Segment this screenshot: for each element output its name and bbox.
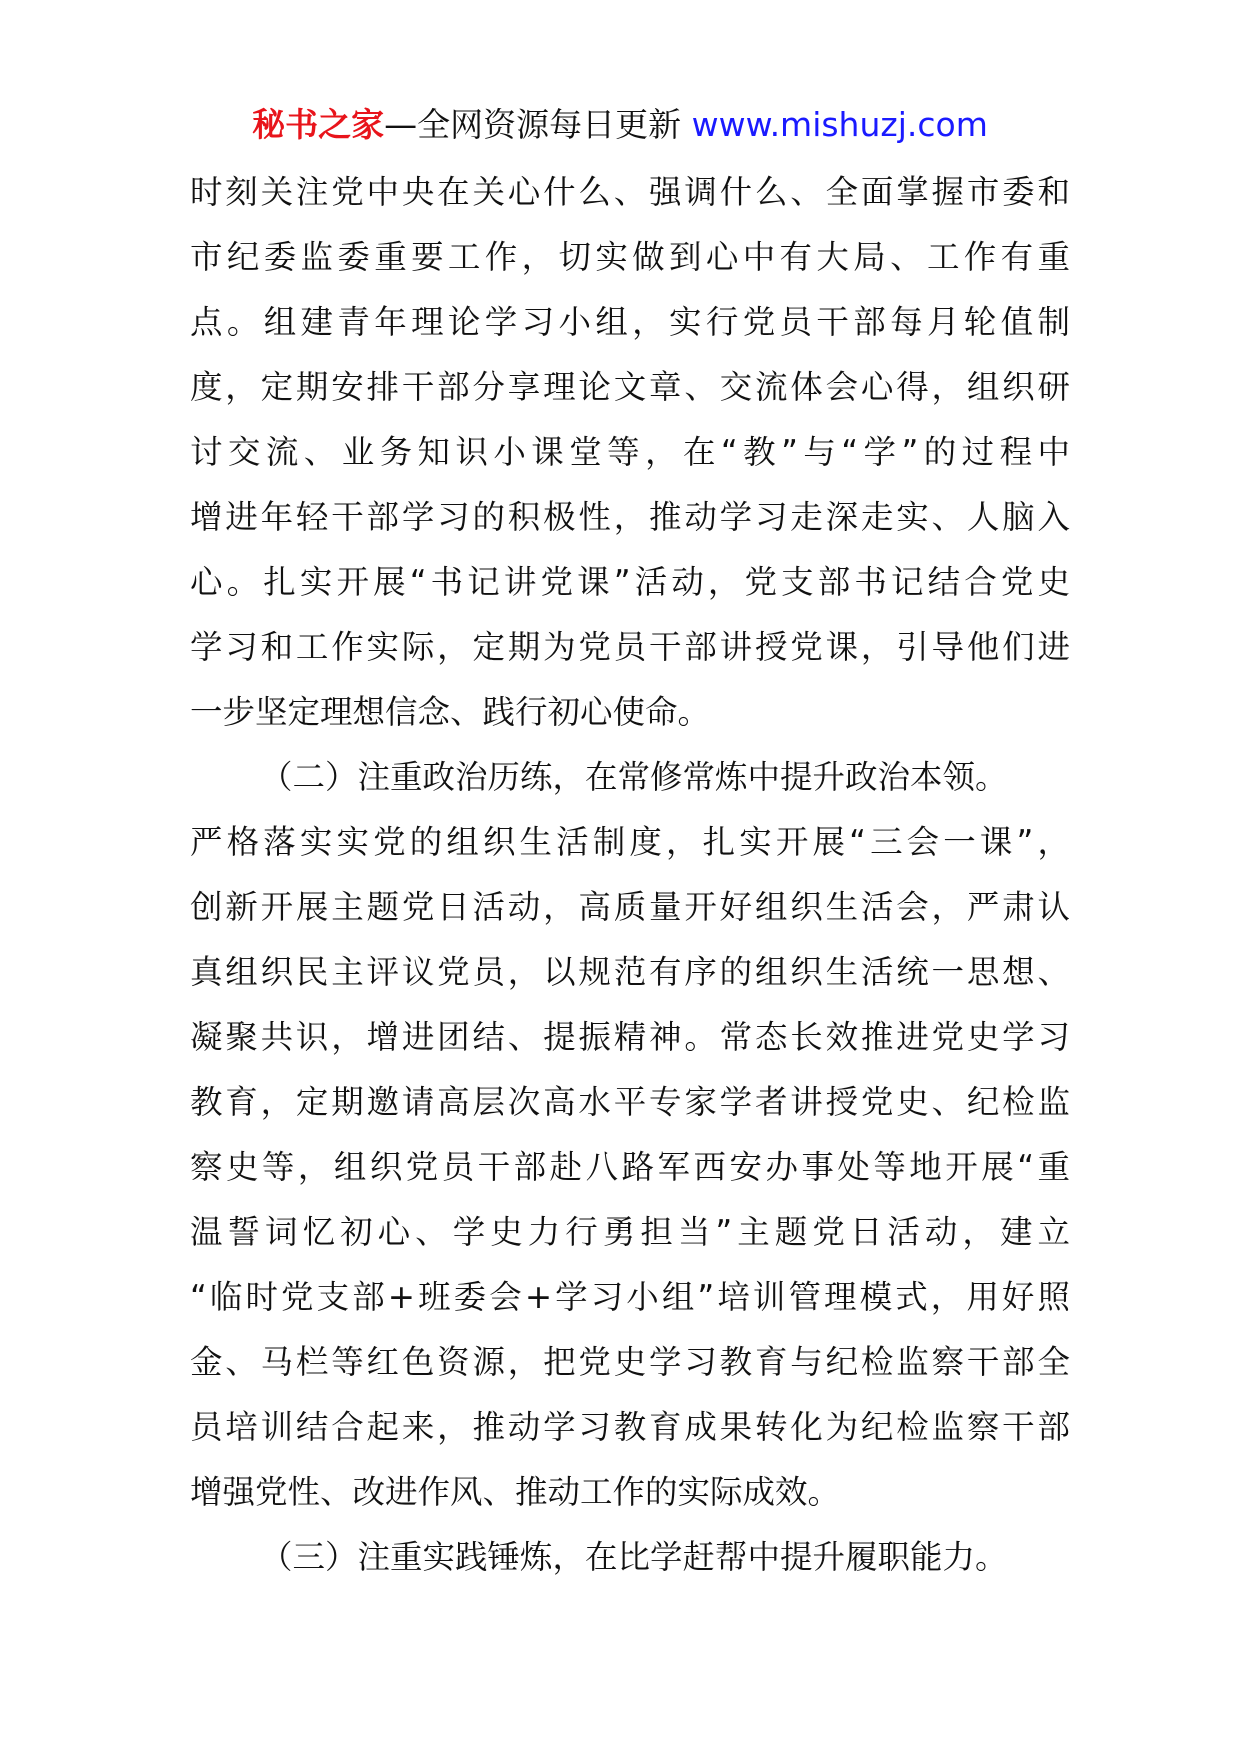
text-line: 讨交流、业务知识小课堂等，在“教”与“学”的过程中 bbox=[190, 433, 1070, 471]
text-line: 察史等，组织党员干部赴八路军西安办事处等地开展“重 bbox=[190, 1148, 1070, 1186]
text-line: 学习和工作实际，定期为党员干部讲授党课，引导他们进 bbox=[190, 628, 1070, 666]
text-line: 严格落实实党的组织生活制度，扎实开展“三会一课”， bbox=[190, 823, 1070, 861]
text-line: 点。组建青年理论学习小组，实行党员干部每月轮值制 bbox=[190, 303, 1070, 341]
section-heading-3: （三）注重实践锤炼，在比学赶帮中提升履职能力。 bbox=[260, 1538, 1008, 1576]
section-heading-2: （二）注重政治历练，在常修常炼中提升政治本领。 bbox=[260, 758, 1008, 796]
text-line: 时刻关注党中央在关心什么、强调什么、全面掌握市委和 bbox=[190, 173, 1070, 211]
text-line: 创新开展主题党日活动，高质量开好组织生活会，严肃认 bbox=[190, 888, 1070, 926]
document-body bbox=[190, 160, 1070, 1590]
text-line: 度，定期安排干部分享理论文章、交流体会心得，组织研 bbox=[190, 368, 1070, 406]
text-line: “临时党支部+班委会+学习小组”培训管理模式，用好照 bbox=[190, 1278, 1070, 1316]
text-line: 凝聚共识，增进团结、提振精神。常态长效推进党史学习 bbox=[190, 1018, 1070, 1056]
text-line: 教育，定期邀请高层次高水平专家学者讲授党史、纪检监 bbox=[190, 1083, 1070, 1121]
site-url-link[interactable]: www.mishuzj.com bbox=[691, 105, 988, 144]
text-line: 温誓词忆初心、学史力行勇担当”主题党日活动，建立 bbox=[190, 1213, 1070, 1251]
text-line: 心。扎实开展“书记讲党课”活动，党支部书记结合党史 bbox=[190, 563, 1070, 601]
site-header bbox=[0, 100, 1240, 150]
site-slogan: —全网资源每日更新 bbox=[384, 105, 692, 144]
text-line: 增强党性、改进作风、推动工作的实际成效。 bbox=[190, 1473, 841, 1511]
text-line: 市纪委监委重要工作，切实做到心中有大局、工作有重 bbox=[190, 238, 1070, 276]
text-line: 增进年轻干部学习的积极性，推动学习走深走实、人脑入 bbox=[190, 498, 1070, 536]
text-line: 一步坚定理想信念、践行初心使命。 bbox=[190, 693, 711, 731]
text-line: 金、马栏等红色资源，把党史学习教育与纪检监察干部全 bbox=[190, 1343, 1070, 1381]
text-line: 员培训结合起来，推动学习教育成果转化为纪检监察干部 bbox=[190, 1408, 1070, 1446]
text-line: 真组织民主评议党员，以规范有序的组织生活统一思想、 bbox=[190, 953, 1070, 991]
site-brand: 秘书之家 bbox=[252, 105, 385, 144]
